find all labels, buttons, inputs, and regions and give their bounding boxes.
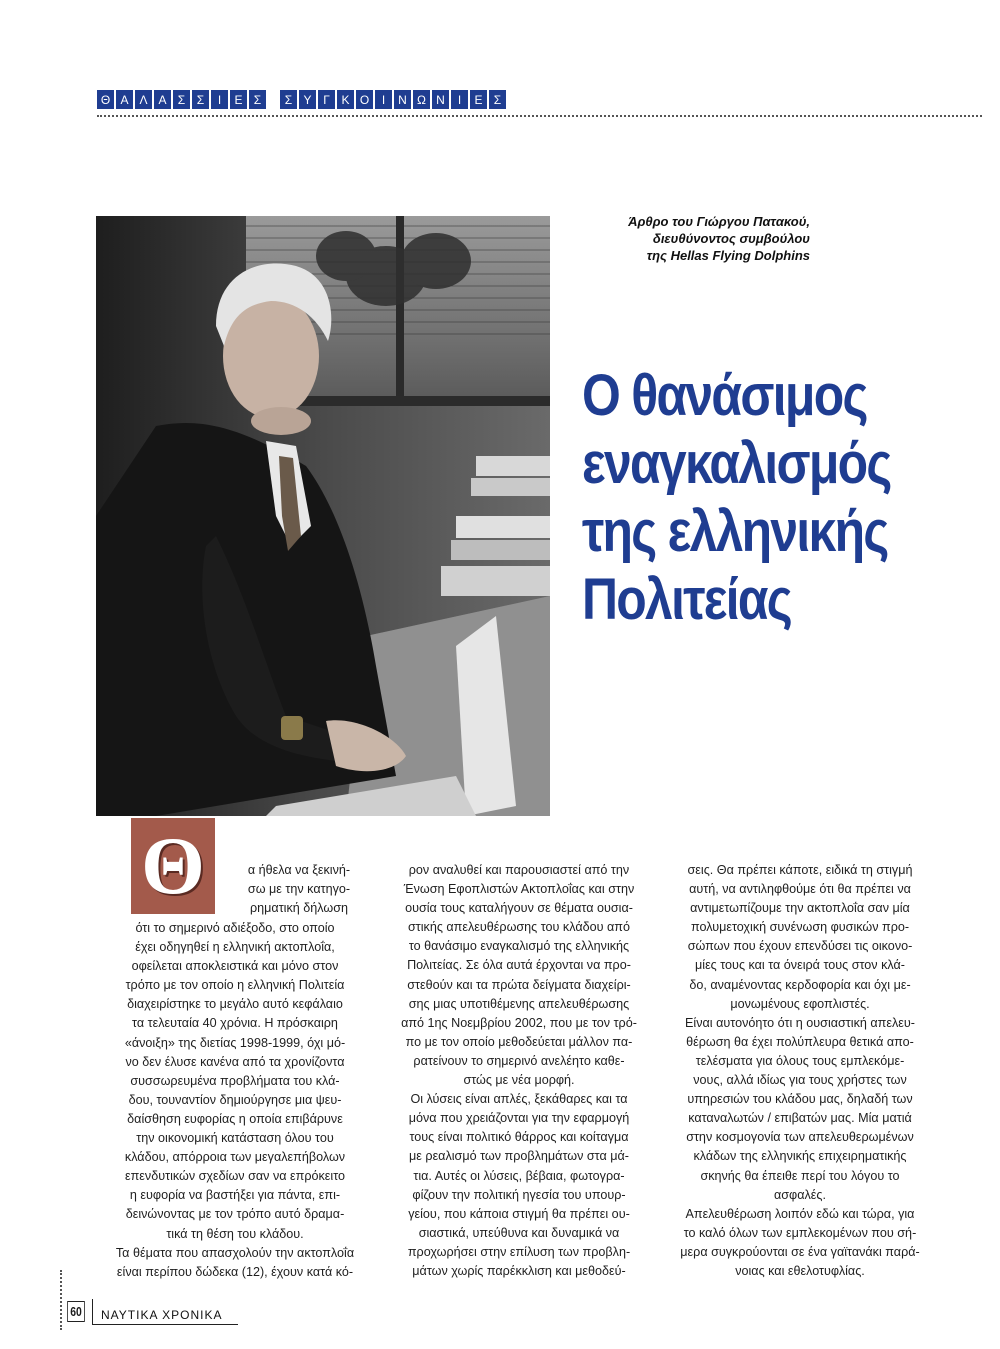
column-1	[97, 919, 373, 1282]
text-line: το θανάσιμο εναγκαλισμό της ελληνικής	[408, 939, 630, 954]
text-line: σώπων που έχουν επενδύσει τις οικονο-	[687, 939, 913, 954]
header-letter-box: Κ	[337, 90, 354, 109]
text-line: τελέσματα για όλους τους εμπλεκόμε-	[695, 1053, 905, 1068]
text-line: πο με τον οποίο μεθοδεύεται μάλλον πα-	[405, 1034, 633, 1049]
text-line: πολυμετοχική συνένωση φυσικών προ-	[690, 920, 910, 935]
text-line: μερα συγκρούονται σε ένα γαϊτανάκι παρά-	[680, 1244, 920, 1259]
text-line: τια. Αυτές οι λύσεις, βέβαια, φωτογρα-	[413, 1168, 625, 1183]
text-line: σκηνής θα έπειθε περί του λόγου το	[700, 1168, 900, 1183]
header-letter-box: Α	[154, 90, 171, 109]
text-line: στεθούν και τα πρώτα δείγματα διαχείρι-	[407, 977, 631, 992]
text-line: επενδυτικών σχεδίων σαν να επρόκειτο	[125, 1169, 345, 1184]
text-line: δεινώνοντας με τον τρόπο αυτό δραμα-	[125, 1207, 345, 1222]
text-line: στικής απελευθέρωσης του κλάδου από	[407, 920, 630, 935]
text-line: Πολιτείας. Σε όλα αυτά έρχονται να προ-	[407, 958, 631, 973]
text-line: κλάδου, απόρροια των μεγαλεπήβολων	[124, 1150, 346, 1165]
header-letter-box: Γ	[318, 90, 335, 109]
text-line: τρόπο με τον οποίο η ελληνική Πολιτεία	[125, 978, 345, 993]
header-word-gap	[268, 90, 280, 109]
text-line: μόνα που χρειάζονται για την εφαρμογή	[408, 1111, 630, 1126]
text-line: προχωρήσει στην επίλυση των προβλη-	[407, 1244, 631, 1259]
header-letter-box: Ι	[451, 90, 468, 109]
text-line: η ευφορία να βαστήξει για πάντα, επι-	[129, 1188, 341, 1203]
portrait-photo	[96, 216, 550, 816]
text-line: Τα θέματα που απασχολούν την ακτοπλοΐα	[115, 1245, 355, 1260]
text-line: τα τελευταία 40 χρόνια. Η πρόσκαιρη	[132, 1016, 338, 1031]
section-header	[97, 90, 508, 109]
text-line: τικά τη θέση του κλάδου.	[166, 1226, 304, 1241]
text-line: είναι περίπου δώδεκα (12), έχουν κατά κό-	[116, 1264, 354, 1279]
text-line: στην κοσμογονία των απελευθερωμένων	[686, 1130, 914, 1145]
text-line: τους είναι πολιτικό θάρρος και κοίταγμα	[409, 1130, 629, 1145]
text-line: σω με την κατηγο-	[247, 882, 351, 897]
text-line: την οικονομική κατάσταση όλου του	[136, 1131, 334, 1146]
text-line: σεις. Θα πρέπει κάποτε, ειδικά τη στιγμή	[687, 863, 913, 877]
text-line: νοιας και εθελοτυφλίας.	[735, 1263, 865, 1278]
text-line: διαχειρίστηκε το μεγάλο αυτό κεφάλαιο	[127, 997, 343, 1012]
text-line: ρατείνουν το σημερινό ανελέητο καθε-	[413, 1053, 625, 1068]
text-line: δου, τουναντίον δημιούργησε μια ψευ-	[128, 1092, 342, 1107]
magazine-name: ΝΑΥΤΙΚΑ ΧΡΟΝΙΚΑ	[101, 1308, 223, 1322]
text-line: έχει οδηγηθεί η ελληνική ακτοπλοΐα,	[135, 940, 335, 955]
drop-cap-letter: Θ	[141, 820, 205, 911]
text-line: οφείλεται αποκλειστικά και μόνο στον	[131, 959, 339, 974]
header-letter-box: Ε	[230, 90, 247, 109]
header-letter-box: Α	[116, 90, 133, 109]
text-line: αυτή, να αντιληφθούμε ότι θα πρέπει να	[689, 882, 911, 897]
header-letter-box: Ε	[470, 90, 487, 109]
text-line: δο, αναμένοντας κερδοφορία και όχι με-	[689, 977, 911, 992]
text-line: Απελευθέρωση λοιπόν εδώ και τώρα, για	[685, 1206, 915, 1221]
title-line-4: Πολιτείας	[582, 567, 792, 632]
header-letter-box: Ω	[413, 90, 430, 109]
text-line: νο δεν έλυσε κανένα από τα χρονίζοντα	[125, 1054, 345, 1069]
text-line: ρηματική δήλωση	[249, 901, 348, 916]
page-number: 60	[67, 1301, 85, 1322]
article-byline	[560, 213, 810, 264]
text-line: μονωμένους εφοπλιστές.	[730, 996, 870, 1011]
column-1-intro	[225, 861, 373, 918]
drop-cap	[131, 818, 215, 914]
text-line: καταναλωτών / επιβατών μας. Μία ματιά	[688, 1111, 912, 1126]
article-title	[582, 362, 909, 634]
text-line: υπηρεσιών του κλάδου μας, δηλαδή των	[687, 1092, 913, 1107]
footer-dotted-rule	[60, 1270, 62, 1330]
title-line-2: εναγκαλισμός	[582, 431, 891, 496]
text-line: κλάδων της ελληνικής επιχειρηματικής	[693, 1149, 907, 1164]
header-letter-box: Υ	[299, 90, 316, 109]
text-line: το καλό όλων των εμπλεκομένων που σή-	[683, 1225, 917, 1240]
header-letter-box: Λ	[135, 90, 152, 109]
text-line: θέρωση θα έχει πολύπλευρα θετικά απο-	[686, 1034, 914, 1049]
text-line: Είναι αυτονόητο ότι η ουσιαστική απελευ-	[685, 1015, 915, 1030]
text-line: ουσία τους καταλήγουν σε θέματα ουσια-	[405, 901, 633, 916]
text-line: σιαστικά, υπεύθυνα και δυναμικά να	[418, 1225, 620, 1240]
text-line: ρον αναλυθεί και παρουσιαστεί από την	[408, 863, 630, 877]
byline-line-1: Άρθρο του Γιώργου Πατακού,	[628, 214, 810, 229]
text-line: γείου, που κάποια στιγμή θα πρέπει ου-	[408, 1206, 630, 1221]
footer-horizontal-rule	[92, 1324, 238, 1325]
text-line: μάτων χωρίς παρέκκλιση και μεθοδεύ-	[412, 1263, 626, 1278]
text-line: συσσωρευμένα προβλήματα του κλά-	[130, 1073, 340, 1088]
footer-vertical-rule	[92, 1299, 93, 1325]
text-line: αντιμετωπίζουμε την ακτοπλοΐα σαν μία	[690, 901, 910, 916]
header-letter-box: Σ	[489, 90, 506, 109]
title-line-1: Ο θανάσιμος	[582, 363, 867, 428]
header-letter-box: Ν	[432, 90, 449, 109]
text-line: φίζουν την πολιτική ηγεσία του υπουρ-	[412, 1187, 626, 1202]
header-letter-box: Ν	[394, 90, 411, 109]
text-line: «άνοιξη» της διετίας 1998-1999, όχι μό-	[124, 1035, 346, 1050]
text-line: α ήθελα να ξεκινή-	[247, 863, 351, 877]
column-2	[385, 861, 653, 1281]
text-line: Οι λύσεις είναι απλές, ξεκάθαρες και τα	[410, 1092, 628, 1107]
byline-line-2: διευθύνοντος συμβούλου	[652, 231, 810, 246]
header-letter-box: Ο	[356, 90, 373, 109]
header-letter-box: Σ	[192, 90, 209, 109]
header-letter-box: Σ	[173, 90, 190, 109]
column-3	[666, 861, 934, 1281]
text-line: στώς με νέα μορφή.	[463, 1073, 575, 1088]
text-line: μίες τους και τα όνειρά τους στον κλά-	[695, 958, 905, 973]
header-letter-box: Σ	[249, 90, 266, 109]
header-letter-box: Ι	[375, 90, 392, 109]
text-line: ασφαλές.	[774, 1187, 826, 1202]
header-letter-box: Ι	[211, 90, 228, 109]
text-line: Ένωση Εφοπλιστών Ακτοπλοΐας και στην	[403, 882, 635, 897]
title-line-3: της ελληνικής	[582, 499, 888, 564]
text-line: δαίσθηση ευφορίας η οποία επιβάρυνε	[127, 1111, 343, 1126]
header-letter-box: Θ	[97, 90, 114, 109]
byline-line-3: της Hellas Flying Dolphins	[646, 248, 810, 263]
header-dotted-rule	[97, 115, 982, 117]
text-line: σης μιας υποτιθέμενης απελευθέρωσης	[408, 996, 630, 1011]
text-line: με ρεαλισμό των προβλημάτων στα μά-	[409, 1149, 629, 1164]
text-line: ότι το σημερινό αδιέξοδο, στο οποίο	[135, 921, 335, 935]
text-line: νους, αλλά ιδίως για τους χρήστες των	[693, 1073, 907, 1088]
header-letter-box: Σ	[280, 90, 297, 109]
text-line: από 1ης Νοεμβρίου 2002, που με τον τρό-	[401, 1015, 637, 1030]
